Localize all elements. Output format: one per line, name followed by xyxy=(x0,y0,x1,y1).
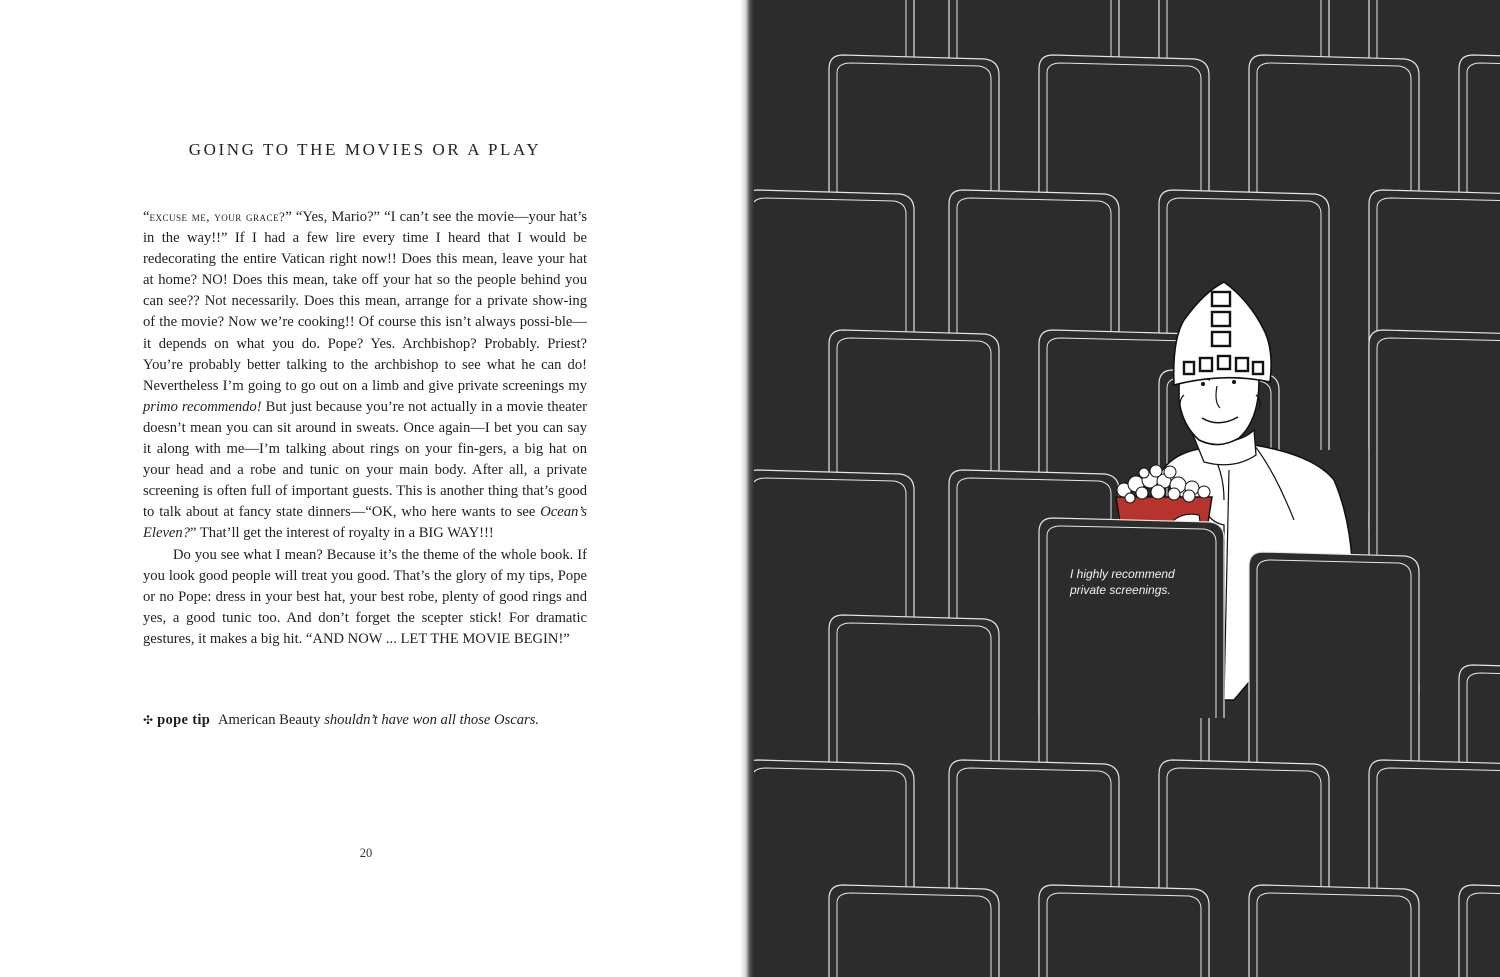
tip-text-italic: shouldn’t have won all those Oscars. xyxy=(324,712,540,728)
tip-label: pope tip xyxy=(157,712,211,728)
italic-phrase-1: primo recommendo! xyxy=(143,398,262,415)
pope-tip xyxy=(143,712,603,729)
theater-illustration xyxy=(754,0,1500,977)
paragraph-1 xyxy=(143,206,587,545)
left-page xyxy=(0,0,746,977)
page-number: 20 xyxy=(359,846,373,860)
caption-line-2: private screenings. xyxy=(1070,583,1171,597)
book-gutter xyxy=(740,0,754,977)
theater-seat xyxy=(1039,518,1224,718)
chapter-title: GOING TO THE MOVIES OR A PLAY xyxy=(188,140,542,159)
paragraph-1-part-2: But just because you’re not actually in a movie theater doesn’t mean you can sit around in sweats. Once again—I bet you can say it along with me—I’m talking about rings on your fin-gers, a big hat on your head and a robe and tunic on your main body. After all, a private screening is often full of important guests. This is another thing that’s good to talk about at fancy state dinners—“OK, who here wants to see xyxy=(143,398,587,521)
body-text xyxy=(143,206,587,650)
theater-seat xyxy=(1459,885,1500,977)
lead-small-caps: excuse me, your grace? xyxy=(149,209,286,224)
theater-seat xyxy=(1369,330,1500,530)
paragraph-1-part-3: ” That’ll get the interest of royalty in a BIG WAY!!! xyxy=(190,525,494,542)
theater-seat xyxy=(1249,552,1419,692)
theater-seat xyxy=(829,885,999,977)
illustration-caption xyxy=(1070,566,1210,598)
tip-text: American Beauty xyxy=(218,712,321,728)
paragraph-2: Do you see what I mean? Because it’s the theme of the whole book. If you look good people will treat you good. That’s the glory of my tips, Pope or no Pope: dress in your best hat, your best robe, plenty of good rings and yes, a good tunic too. And don’t forget the scepter stick! For dramatic gestures, it makes a big hit. “AND NOW ... LET THE MOVIE BEGIN!” xyxy=(143,546,587,647)
open-quote: “ xyxy=(143,209,150,225)
theater-seat xyxy=(1249,885,1419,977)
paragraph-1-part-1: ” “Yes, Mario?” “I can’t see the movie—your hat’s in the way!!” If I had a few lire every time I heard that I would be redecorating the entire Vatican right now!! Does this mean, leave your hat at home? NO! Does this mean, take off your hat so the people behind you can see?? Not necessarily. Does this mean, arrange for a private show-ing of the movie? Now we’re cooking!! Of course this isn’t always possi-ble—it depends on what you do. Pope? Yes. Archbishop? Probably. Priest? You’re probably better talking to the archbishop to see what he can do! Nevertheless I’m going to go out on a limb and give private screenings my xyxy=(143,209,587,394)
right-page-illustration xyxy=(754,0,1500,977)
theater-seat xyxy=(1039,885,1209,977)
caption-line-1: I highly recommend xyxy=(1070,567,1175,581)
tip-ornament-icon: ✣ xyxy=(143,713,154,727)
italic-phrase-2: Ocean’s Eleven? xyxy=(143,504,587,542)
